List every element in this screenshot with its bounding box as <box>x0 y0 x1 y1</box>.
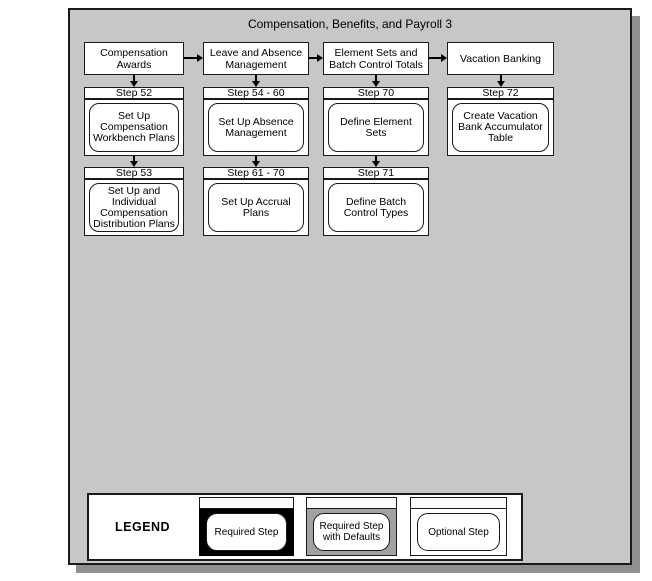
flowchart-frame <box>68 8 632 565</box>
arrow-right-icon <box>184 57 197 59</box>
legend-item-required-step-with-defaults <box>306 497 397 556</box>
arrow-down-icon <box>500 75 502 81</box>
header-label: Leave and Absence Management <box>209 46 303 71</box>
step-label: Create Vacation Bank Accumulator Table <box>452 103 549 152</box>
legend-step-strip <box>199 497 294 509</box>
diagram-title: Compensation, Benefits, and Payroll 3 <box>247 17 453 31</box>
step-label: Set Up Absence Management <box>208 103 304 152</box>
step-box-61-70 <box>203 167 309 236</box>
legend-item-optional-step <box>410 497 507 556</box>
step-number: Step 71 <box>323 167 429 179</box>
legend-item-label: Required Step with Defaults <box>313 513 390 551</box>
arrow-down-icon <box>133 156 135 161</box>
header-label: Element Sets and Batch Control Totals <box>329 46 423 71</box>
step-number: Step 70 <box>323 87 429 99</box>
step-box-52 <box>84 87 184 156</box>
step-label: Set Up and Individual Compensation Distribution Plans <box>89 183 179 232</box>
legend-item-label: Optional Step <box>417 513 500 551</box>
step-box-54-60 <box>203 87 309 156</box>
step-number: Step 61 - 70 <box>203 167 309 179</box>
legend-step-strip <box>306 497 397 509</box>
step-box-71 <box>323 167 429 236</box>
step-box-72 <box>447 87 554 156</box>
header-label: Vacation Banking <box>460 52 541 65</box>
arrow-down-icon <box>375 75 377 81</box>
arrow-right-icon <box>429 57 441 59</box>
step-number: Step 52 <box>84 87 184 99</box>
step-label: Define Element Sets <box>328 103 424 152</box>
step-number: Step 54 - 60 <box>203 87 309 99</box>
legend-item-required-step <box>199 497 294 556</box>
step-number: Step 53 <box>84 167 184 179</box>
step-box-53 <box>84 167 184 236</box>
arrow-down-icon <box>255 156 257 161</box>
header-box-leave-absence-management <box>203 42 309 75</box>
legend-item-label: Required Step <box>206 513 287 551</box>
legend-panel <box>87 493 523 561</box>
header-box-vacation-banking <box>447 42 554 75</box>
step-number: Step 72 <box>447 87 554 99</box>
step-label: Define Batch Control Types <box>328 183 424 232</box>
step-box-70 <box>323 87 429 156</box>
arrow-down-icon <box>375 156 377 161</box>
step-label: Set Up Compensation Workbench Plans <box>89 103 179 152</box>
header-box-compensation-awards <box>84 42 184 75</box>
step-label: Set Up Accrual Plans <box>208 183 304 232</box>
arrow-down-icon <box>255 75 257 81</box>
legend-title: LEGEND <box>115 520 171 534</box>
legend-step-strip <box>410 497 507 509</box>
arrow-right-icon <box>309 57 317 59</box>
header-box-element-sets-batch-control <box>323 42 429 75</box>
header-label: Compensation Awards <box>100 46 168 71</box>
arrow-down-icon <box>133 75 135 81</box>
